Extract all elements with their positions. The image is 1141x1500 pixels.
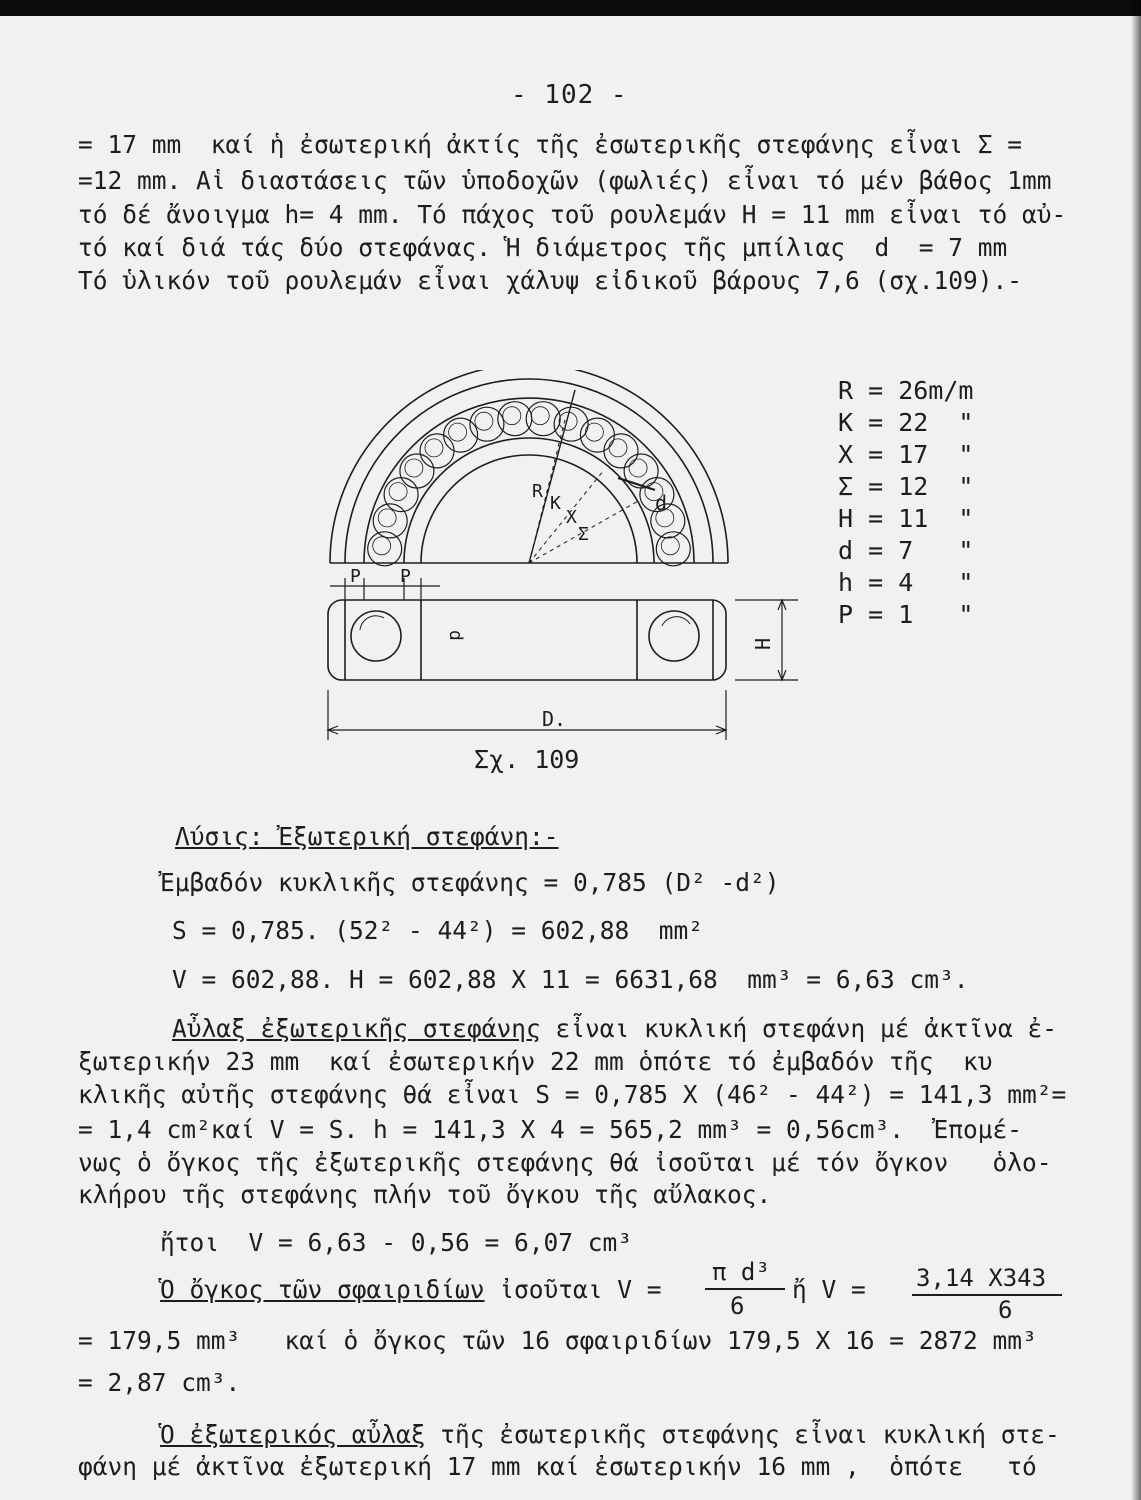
bearing-ball-highlight <box>389 483 407 501</box>
bearing-ball-highlight <box>405 459 423 477</box>
fraction-numerator: π d³ <box>712 1258 770 1286</box>
bearing-ball-highlight <box>531 407 549 425</box>
bearing-balls-top <box>368 402 691 566</box>
text-line: τό καί διά τάς δύο στεφάνας. Ἡ διάμετρος τῆς μπίλιας d = 7 mm <box>78 233 1008 262</box>
legend-line: P = 1 " <box>838 600 974 629</box>
label-sigma: Σ <box>578 524 589 545</box>
text-line: ξωτερικήν 23 mm καί ἐσωτερικήν 22 mm ὁπότε τό ἐμβαδόν τῆς κυ <box>78 1047 993 1076</box>
text-line <box>160 1420 1060 1450</box>
fraction-denominator: 6 <box>730 1292 745 1320</box>
bearing-ball-highlight <box>449 423 467 441</box>
text-line: = 2,87 cm³. <box>78 1368 241 1397</box>
fraction-numerator: 3,14 X343 <box>916 1264 1047 1292</box>
bearing-ball-highlight <box>609 439 627 457</box>
formula-line: Ἐμβαδόν κυκλικῆς στεφάνης = 0,785 (D² -d²) <box>160 868 780 897</box>
label-d: d <box>655 491 668 515</box>
solution-heading-prefix: Λύσις: <box>175 822 264 851</box>
label-d-small: d <box>445 630 466 641</box>
legend-line: d = 7 " <box>838 536 974 565</box>
text-line: =12 mm. Αἱ διαστάσεις τῶν ὑποδοχῶν (φωλιές) εἶναι τό μέν βάθος 1mm <box>78 166 1052 195</box>
text-line <box>160 1275 662 1305</box>
legend-line: Σ = 12 " <box>838 472 974 501</box>
legend-line: K = 22 " <box>838 408 974 437</box>
groove-lead: Αὖλαξ ἐξωτερικῆς στεφάνης <box>172 1014 541 1043</box>
page-number: - 102 - <box>511 80 628 110</box>
text-line: = 17 mm καί ἡ ἐσωτερική ἀκτίς τῆς ἐσωτερικῆς στεφάνης εἶναι Σ = <box>78 130 1023 159</box>
text-line: ἤ V = <box>792 1275 866 1304</box>
formula-line: V = 602,88. H = 602,88 X 11 = 6631,68 mm³ = 6,63 cm³. <box>172 965 969 994</box>
formula-line: S = 0,785. (52² - 44²) = 602,88 mm² <box>172 916 704 945</box>
bearing-ball-highlight <box>585 423 603 441</box>
legend-line: h = 4 " <box>838 568 974 597</box>
text-line: = 1,4 cm²καί V = S. h = 141,3 X 4 = 565,2 mm³ = 0,56cm³. Ἐπομέ- <box>78 1115 1023 1144</box>
inner-rest: τῆς ἐσωτερικῆς στεφάνης εἶναι κυκλική στε- <box>425 1420 1060 1449</box>
text-line: κλικῆς αὐτῆς στεφάνης θά εἶναι S = 0,785 X (46² - 44²) = 141,3 mm²= <box>78 1080 1067 1109</box>
balls-lead: Ὁ ὄγκος τῶν σφαιριδίων <box>160 1275 485 1304</box>
legend-line: R = 26m/m <box>838 376 974 405</box>
bearing-cross-section <box>328 600 726 680</box>
bearing-ball-highlight <box>503 407 521 425</box>
figure-caption: Σχ. 109 <box>474 745 580 774</box>
bearing-ball-highlight <box>629 459 647 477</box>
solution-heading <box>175 822 559 852</box>
text-line: = 179,5 mm³ καί ὁ ὄγκος τῶν 16 σφαιριδίων 179,5 X 16 = 2872 mm³ <box>78 1326 1037 1355</box>
text-line: ἤτοι V = 6,63 - 0,56 = 6,07 cm³ <box>160 1228 633 1257</box>
fraction-bar <box>705 1288 785 1290</box>
text-line: φάνη μέ ἀκτῖνα ἐξωτερική 17 mm καί ἐσωτερικήν 16 mm , ὁπότε τό <box>78 1452 1037 1481</box>
radius-arrow <box>529 390 575 563</box>
label-X: X <box>566 507 577 528</box>
text-line: νως ὁ ὄγκος τῆς ἐξωτερικῆς στεφάνης θά ἰσοῦται μέ τόν ὄγκον ὁλο- <box>78 1148 1052 1177</box>
solution-heading-rest: Ἐξωτερική στεφάνη:- <box>263 822 559 851</box>
bearing-ball-highlight <box>425 439 443 457</box>
balls-mid: ἰσοῦται V = <box>484 1275 662 1304</box>
bearing-top-view <box>330 370 728 563</box>
inner-lead: Ὁ ἐξωτερικός αὖλαξ <box>160 1420 426 1449</box>
d-dimension <box>328 690 726 740</box>
label-D: D. <box>542 707 567 731</box>
label-R: R <box>532 481 543 502</box>
legend-line: H = 11 " <box>838 504 974 533</box>
bearing-drawing <box>300 370 810 740</box>
label-K: K <box>550 493 561 514</box>
p-dimension <box>330 578 440 600</box>
bearing-ball-highlight <box>378 509 396 527</box>
legend-line: X = 17 " <box>838 440 974 469</box>
bearing-ball-highlight <box>661 537 679 555</box>
label-P-right: P <box>400 566 411 587</box>
text-line <box>172 1014 1057 1044</box>
label-P-left: P <box>350 566 361 587</box>
bearing-ball-highlight <box>373 537 391 555</box>
text-line: κλήρου τῆς στεφάνης πλήν τοῦ ὄγκου τῆς αὔλακος. <box>78 1180 772 1209</box>
fraction-bar <box>912 1294 1062 1296</box>
fraction-denominator: 6 <box>998 1296 1013 1324</box>
groove-rest: εἶναι κυκλική στεφάνη μέ ἀκτῖνα ἐ- <box>540 1014 1058 1043</box>
text-line: Τό ὑλικόν τοῦ ρουλεμάν εἶναι χάλυψ εἰδικοῦ βάρους 7,6 (σχ.109).- <box>78 266 1023 295</box>
label-H: H <box>751 637 775 650</box>
text-line: τό δέ ἄνοιγμα h= 4 mm. Τό πάχος τοῦ ρουλεμάν Η = 11 mm εἶναι τό αὐ- <box>78 200 1067 229</box>
scan-right-shadow <box>1131 0 1141 1500</box>
bearing-ball-highlight <box>475 412 493 430</box>
scan-top-border <box>0 0 1141 16</box>
